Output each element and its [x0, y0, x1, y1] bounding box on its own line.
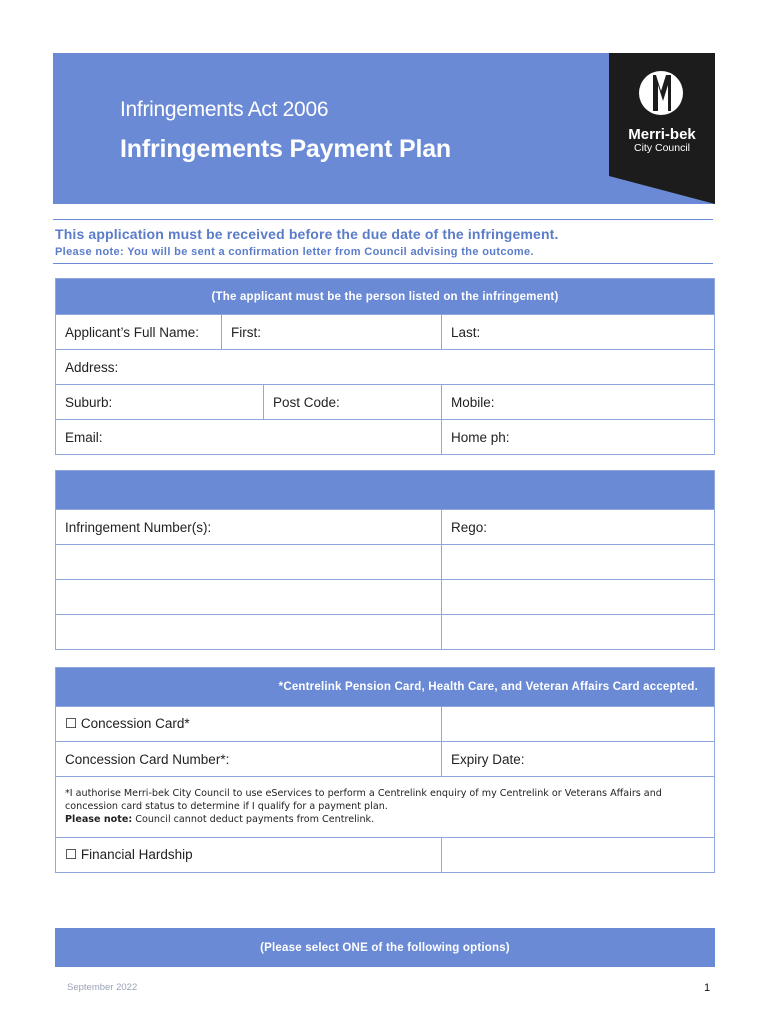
financial-hardship-checkbox[interactable]: ☐ Financial Hardship	[65, 847, 193, 862]
infringement-header-row	[56, 509, 714, 544]
options-section	[55, 928, 715, 967]
options-heading: (Please select ONE of the following options)	[55, 928, 715, 967]
suburb-field[interactable]: Suburb:	[65, 394, 113, 410]
rego-input[interactable]	[441, 580, 714, 614]
infringement-row	[56, 579, 714, 614]
infringement-row	[56, 614, 714, 649]
rego-input[interactable]	[441, 615, 714, 649]
concession-card-number-field[interactable]: Concession Card Number*:	[65, 751, 230, 767]
applicant-section-heading: (The applicant must be the person listed on the infringement)	[56, 279, 714, 314]
logo-brand-text: Merri-bek	[628, 126, 696, 143]
full-name-label: Applicant’s Full Name:	[65, 324, 200, 340]
hardship-row	[56, 837, 714, 872]
rego-label: Rego:	[441, 510, 714, 544]
infringement-section	[55, 470, 715, 650]
mobile-field[interactable]: Mobile:	[441, 385, 714, 419]
infringement-number-label: Infringement Number(s):	[65, 519, 212, 535]
logo-council-text: City Council	[633, 142, 691, 154]
email-field[interactable]: Email:	[65, 429, 103, 445]
notice-box	[53, 219, 713, 264]
home-phone-field[interactable]: Home ph:	[441, 420, 714, 454]
council-logo	[609, 53, 715, 204]
centrelink-authorisation	[56, 776, 714, 837]
name-row	[56, 314, 714, 349]
page-number: 1	[704, 982, 711, 994]
infringement-row	[56, 544, 714, 579]
please-note-label: Please note:	[65, 814, 133, 825]
confirmation-notice: Please note: You will be sent a confirmation letter from Council advising the outcome.	[55, 246, 534, 258]
please-note-text: Council cannot deduct payments from Centrelink.	[132, 814, 375, 825]
hardship-blank	[441, 838, 714, 872]
concession-card-checkbox[interactable]: ☐ Concession Card*	[65, 716, 190, 731]
infringement-number-input[interactable]	[56, 580, 441, 614]
infringement-number-input[interactable]	[56, 615, 441, 649]
postcode-field[interactable]: Post Code:	[263, 385, 441, 419]
address-field[interactable]: Address:	[65, 359, 119, 375]
concession-section	[55, 667, 715, 873]
footer-date: September 2022	[67, 982, 138, 993]
authorisation-text: *I authorise Merri-bek City Council to use eServices to perform a Centrelink enquiry of my Centrelink or Veterans Affairs and concession card status to determine if I qualify for a payment plan.	[65, 788, 662, 812]
infringement-section-heading	[56, 471, 714, 509]
address-row	[56, 349, 714, 384]
suburb-row	[56, 384, 714, 419]
rego-input[interactable]	[441, 545, 714, 579]
concession-card-blank	[441, 707, 714, 741]
infringement-number-input[interactable]	[56, 545, 441, 579]
applicant-section	[55, 278, 715, 455]
header-banner	[53, 53, 715, 204]
page-title: Infringements Payment Plan	[120, 135, 451, 163]
concession-card-row	[56, 706, 714, 741]
concession-section-heading: *Centrelink Pension Card, Health Care, and Veteran Affairs Card accepted.	[56, 668, 714, 706]
due-date-notice: This application must be received before the due date of the infringement.	[55, 226, 559, 242]
act-title: Infringements Act 2006	[120, 98, 329, 121]
email-row	[56, 419, 714, 454]
last-name-field[interactable]: Last:	[441, 315, 714, 349]
expiry-date-field[interactable]: Expiry Date:	[441, 742, 714, 776]
first-name-field[interactable]: First:	[221, 315, 441, 349]
concession-number-row	[56, 741, 714, 776]
